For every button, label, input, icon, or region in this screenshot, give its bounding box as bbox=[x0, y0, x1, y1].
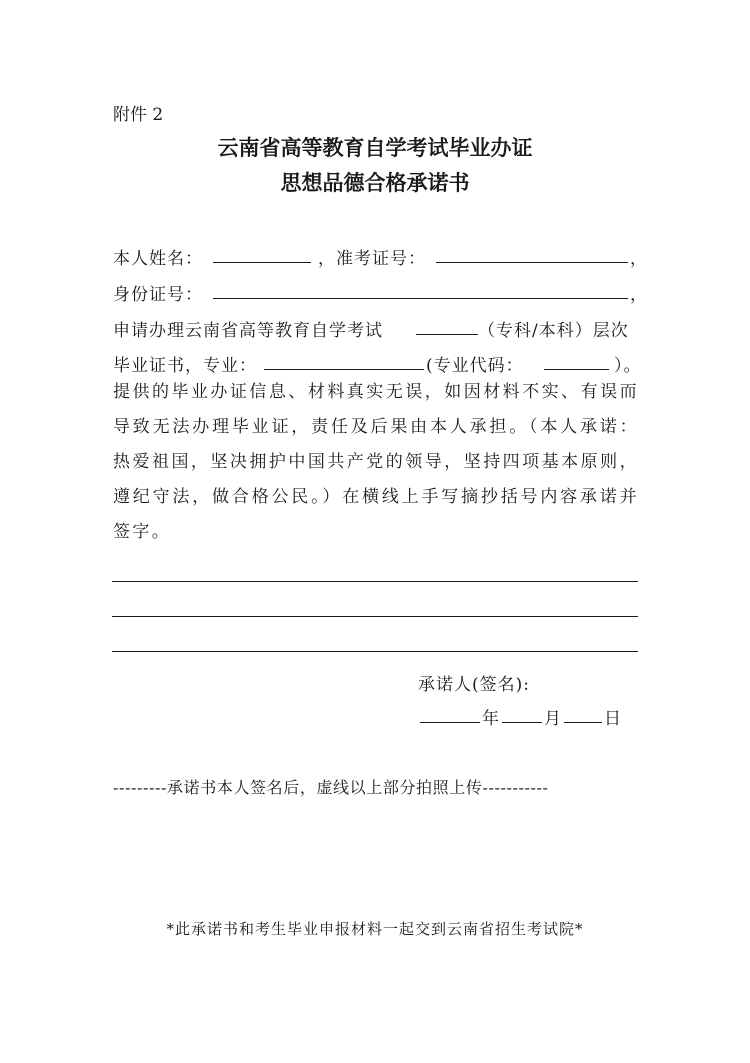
major-field[interactable] bbox=[264, 369, 424, 370]
exam-number-label: ，准考证号： bbox=[318, 249, 426, 269]
commitment-paragraph: 提供的毕业办证信息、材料真实无误，如因材料不实、有误而导致无法办理毕业证，责任及后果由本人承担。（本人承诺：热爱祖国，坚决拥护中国共产党的领导，坚持四项基本原则，遵纪守法，做合格公民。）在横线上手写摘抄括号内容承诺并签字。 bbox=[113, 382, 639, 542]
document-title: 云南省高等教育自学考试毕业办证 bbox=[217, 135, 533, 160]
document-subtitle: 思想品德合格承诺书 bbox=[280, 170, 470, 195]
id-number-field[interactable] bbox=[213, 298, 628, 299]
apply-prefix: 申请办理云南省高等教育自学考试 bbox=[113, 321, 383, 341]
comma-1: ， bbox=[630, 249, 648, 269]
year-label: 年 bbox=[482, 709, 500, 729]
apply-suffix: （专科/本科）层次 bbox=[478, 321, 629, 341]
certificate-major-label: 毕业证书，专业： bbox=[113, 356, 257, 376]
day-field[interactable] bbox=[564, 722, 602, 723]
handwriting-line-2[interactable] bbox=[112, 616, 638, 617]
name-field[interactable] bbox=[213, 262, 311, 263]
day-label: 日 bbox=[604, 709, 622, 729]
exam-number-field[interactable] bbox=[436, 262, 628, 263]
major-code-label: (专业代码： bbox=[426, 356, 524, 376]
major-code-field[interactable] bbox=[544, 369, 609, 370]
handwriting-line-1[interactable] bbox=[112, 581, 638, 582]
id-number-label: 身份证号： bbox=[113, 285, 203, 305]
close-paren: ）。 bbox=[614, 356, 642, 376]
level-field[interactable] bbox=[416, 334, 478, 335]
signature-label: 承诺人(签名): bbox=[418, 675, 530, 695]
footer-note: *此承诺书和考生毕业申报材料一起交到云南省招生考试院* bbox=[166, 920, 584, 938]
month-field[interactable] bbox=[502, 722, 542, 723]
attachment-label: 附件 2 bbox=[113, 105, 164, 125]
year-field[interactable] bbox=[420, 722, 480, 723]
comma-2: ， bbox=[630, 285, 648, 305]
upload-divider: ---------承诺书本人签名后，虚线以上部分拍照上传----------- bbox=[113, 778, 549, 797]
month-label: 月 bbox=[544, 709, 562, 729]
name-label: 本人姓名： bbox=[113, 249, 203, 269]
handwriting-line-3[interactable] bbox=[112, 651, 638, 652]
